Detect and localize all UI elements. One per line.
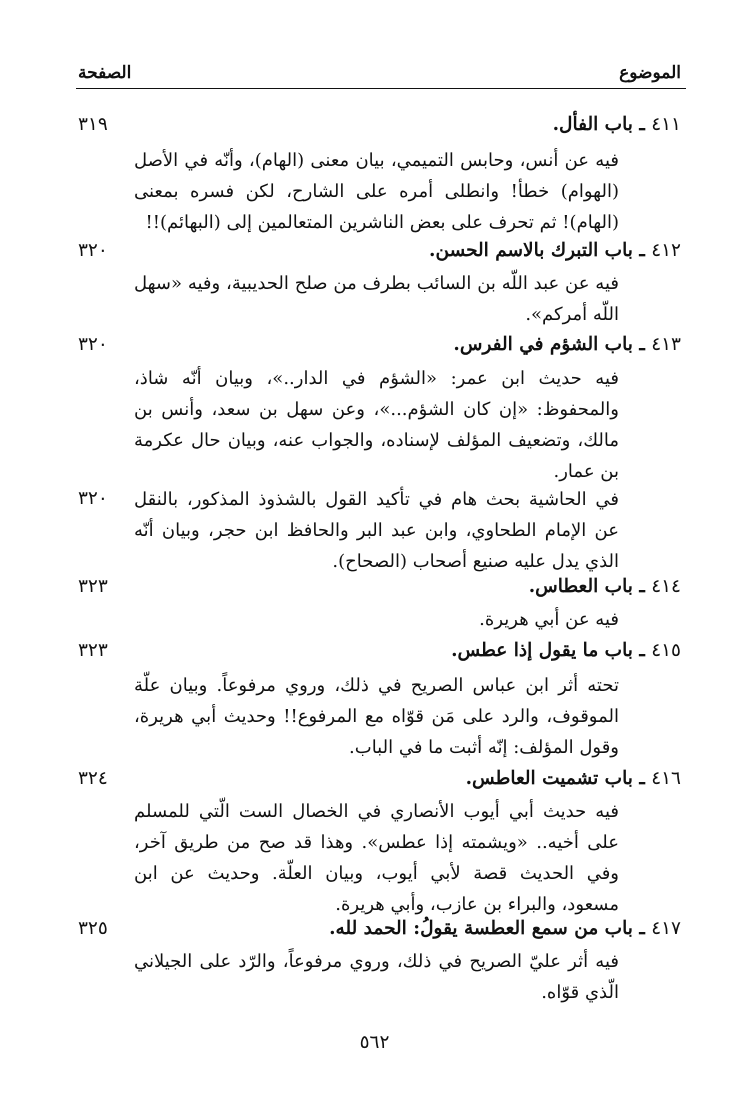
entry-title-text: باب من سمع العطسة يقولُ: الحمد لله. [329, 918, 633, 939]
entry-412-body: فيه عن عبد اللّه بن السائب بطرف من صلح الحديبية، وفيه «سهل اللّه أمركم». [134, 273, 619, 325]
entry-414-body: فيه عن أبي هريرة. [479, 609, 619, 630]
entry-number: ٤١٥ [651, 640, 681, 661]
entry-title-text: باب العطاس. [528, 576, 633, 597]
entry-414-title: ٤١٤ ـ باب العطاس. [528, 576, 681, 597]
entry-411-page: ٣١٩ [78, 114, 108, 135]
entry-title-text: باب ما يقول إذا عطس. [451, 640, 633, 661]
header-rule [76, 88, 686, 89]
entry-412-page: ٣٢٠ [78, 240, 108, 261]
entry-number: ٤١٢ [651, 240, 681, 261]
entry-title-text: باب تشميت العاطس. [465, 768, 633, 789]
footnote-body: في الحاشية بحث هام في تأكيد القول بالشذوذ المذكور، بالنقل عن الإمام الطحاوي، وابن عبد البر والحافظ ابن حجر، وبيان أنّه الذي يدل عليه صنيع أصحاب (الصحاح). [134, 489, 619, 572]
topic-column-header: الموضوع [619, 63, 681, 83]
entry-title-text: باب الشؤم في الفرس. [453, 334, 633, 355]
page-column-header: الصفحة [78, 63, 132, 83]
entry-411-title: ٤١١ ـ باب الفأل. [552, 114, 681, 135]
entry-number: ٤١١ [651, 114, 681, 135]
entry-416-body: فيه حديث أبي أيوب الأنصاري في الخصال الست الّتي للمسلم على أخيه.. «ويشمته إذا عطس». وهذا قد صح من طريق آخر، وفي الحديث قصة لأبي أيوب، وبيان العلّة. وحديث عن ابن مسعود، والبراء بن عازب، وأبي هريرة. [134, 801, 619, 915]
entry-number: ٤١٦ [651, 768, 681, 789]
entry-417-title: ٤١٧ ـ باب من سمع العطسة يقولُ: الحمد لله. [329, 918, 681, 939]
entry-416-page: ٣٢٤ [78, 768, 108, 789]
entry-415-body: تحته أثر ابن عباس الصريح في ذلك، وروي مرفوعاً. وبيان علّة الموقوف، والرد على مَن قوّاه مع المرفوع!! وحديث أبي هريرة، وقول المؤلف: إنّه أثبت ما في الباب. [134, 675, 619, 758]
entry-413-title: ٤١٣ ـ باب الشؤم في الفرس. [453, 334, 681, 355]
entry-413-page: ٣٢٠ [78, 334, 108, 355]
entry-413-body: فيه حديث ابن عمر: «الشؤم في الدار..»، وبيان أنّه شاذ، والمحفوظ: «إن كان الشؤم...»، وعن سهل بن سعد، وأنس بن مالك، وتضعيف المؤلف لإسناده، والجواب عنه، وبيان حال عكرمة بن عمار. [134, 368, 619, 482]
entry-number: ٤١٧ [651, 918, 681, 939]
footnote-page: ٣٢٠ [78, 488, 108, 509]
entry-416-title: ٤١٦ ـ باب تشميت العاطس. [465, 768, 681, 789]
entry-title-text: باب التبرك بالاسم الحسن. [429, 240, 633, 261]
entry-412-title: ٤١٢ ـ باب التبرك بالاسم الحسن. [429, 240, 681, 261]
page-number: ٥٦٢ [359, 1032, 390, 1053]
entry-417-page: ٣٢٥ [78, 918, 108, 939]
entry-414-page: ٣٢٣ [78, 576, 108, 597]
entry-number: ٤١٣ [651, 334, 681, 355]
entry-415-title: ٤١٥ ـ باب ما يقول إذا عطس. [451, 640, 681, 661]
entry-417-body: فيه أثر عليّ الصريح في ذلك، وروي مرفوعاً، والرّد على الجيلاني الّذي قوّاه. [134, 951, 619, 1003]
entry-411-body: فيه عن أنس، وحابس التميمي، بيان معنى (الهام)، وأنّه في الأصل (الهوام) خطأ! وانطلى أمره على الشارح، لكن فسره بمعنى (الهام)! ثم تحرف على بعض الناشرين المتعالمين إلى (البهائم)!! [134, 150, 619, 233]
entry-415-page: ٣٢٣ [78, 640, 108, 661]
entry-number: ٤١٤ [651, 576, 681, 597]
entry-title-text: باب الفأل. [552, 114, 633, 135]
